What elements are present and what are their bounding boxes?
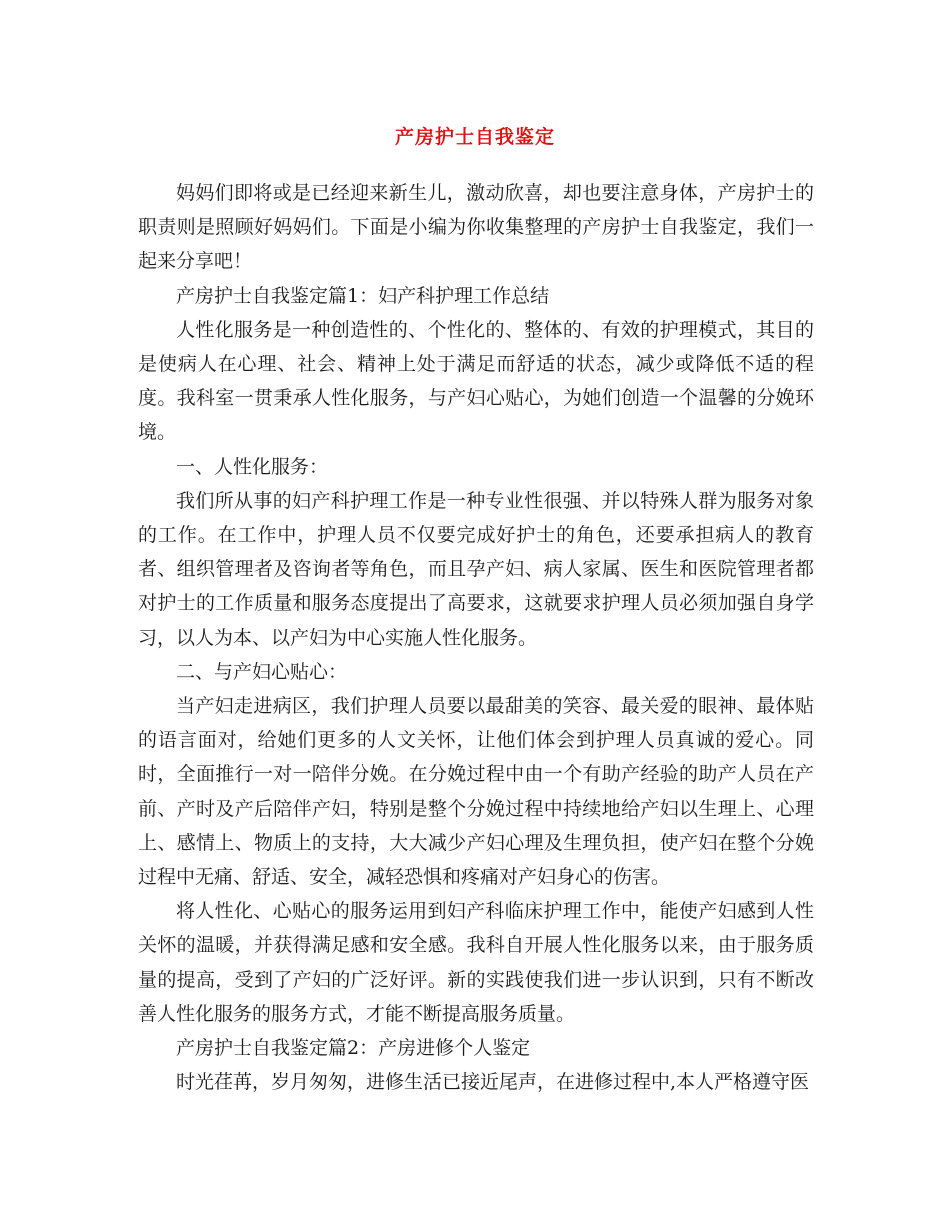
paragraph-intro: 妈妈们即将或是已经迎来新生儿，激动欣喜，却也要注意身体，产房护士的职责则是照顾好妈妈们。下面是小编为你收集整理的产房护士自我鉴定，我们一起来分享吧！: [138, 182, 814, 273]
page-title: 产房护士自我鉴定: [394, 126, 555, 148]
paragraph-ward-care: 当产妇走进病区，我们护理人员要以最甜美的笑容、最关爱的眼神、最体贴的语言面对，给她们更多的人文关怀，让他们体会到护理人员真诚的爱心。同时，全面推行一对一陪伴分娩。在分娩过程中由一个有助产经验的助产人员在产前、产时及产后陪伴产妇，特别是整个分娩过程中持续地给产妇以生理上、心理上、感情上、物质上的支持，大大减少产妇心理及生理负担，使产妇在整个分娩过程中无痛、舒适、安全，减轻恐惧和疼痛对产妇身心的伤害。: [138, 695, 814, 889]
paragraph-training-summary: 时光荏苒，岁月匆匆，进修生活已接近尾声，在进修过程中,本人严格遵守医: [176, 1071, 810, 1094]
document-body: [138, 176, 814, 1099]
paragraph-nursing-work: 我们所从事的妇产科护理工作是一种专业性很强、并以特殊人群为服务对象的工作。在工作中，护理人员不仅要完成好护士的角色，还要承担病人的教育者、组织管理者及咨询者等角色，而且孕产妇、病人家属、医生和医院管理者都对护士的工作质量和服务态度提出了高要求，这就要求护理人员必须加强自身学习，以人为本、以产妇为中心实施人性化服务。: [138, 489, 814, 649]
subheading-humanized-service: 一、人性化服务：: [176, 455, 329, 478]
paragraph-clinical-application: 将人性化、心贴心的服务运用到妇产科临床护理工作中，能使产妇感到人性关怀的温暖，并获得满足感和安全感。我科自开展人性化服务以来，由于服务质量的提高，受到了产妇的广泛好评。新的实践使我们进一步认识到，只有不断改善人性化服务的服务方式，才能不断提高服务质量。: [138, 900, 814, 1025]
section-heading-part2: 产房护士自我鉴定篇2：产房进修个人鉴定: [176, 1037, 531, 1060]
section-heading-part1: 产房护士自我鉴定篇1：妇产科护理工作总结: [176, 284, 550, 307]
paragraph-humanized-care: 人性化服务是一种创造性的、个性化的、整体的、有效的护理模式，其目的是使病人在心理、社会、精神上处于满足而舒适的状态，减少或降低不适的程度。我科室一贯秉承人性化服务，与产妇心贴心，为她们创造一个温馨的分娩环境。: [138, 318, 814, 444]
subheading-heart-to-heart: 二、与产妇心贴心：: [176, 660, 348, 683]
